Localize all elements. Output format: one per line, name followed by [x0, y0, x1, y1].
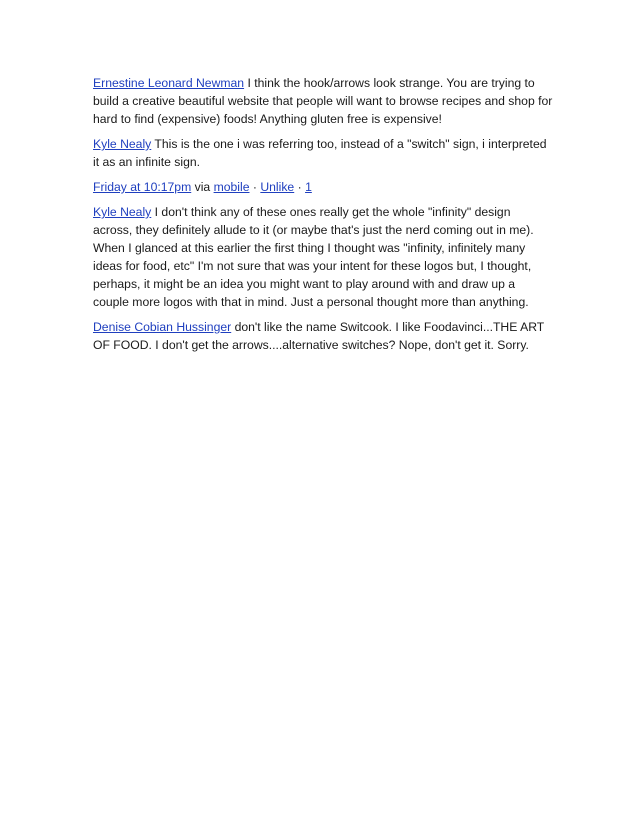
separator: · [249, 180, 261, 194]
comment-1 [93, 74, 553, 128]
comment-author-link[interactable]: Kyle Nealy [93, 205, 152, 219]
comment-4 [93, 318, 553, 354]
timestamp-link[interactable]: Friday at 10:17pm [93, 180, 192, 194]
separator: · [294, 180, 306, 194]
unlike-link[interactable]: Unlike [260, 180, 295, 194]
source-mobile-link[interactable]: mobile [213, 180, 250, 194]
comment-author-link[interactable]: Kyle Nealy [93, 137, 152, 151]
like-count-link[interactable]: 1 [305, 180, 312, 194]
comment-text: This is the one i was referring too, instead of a "switch" sign, i interpreted it as an infinite sign. [93, 137, 547, 169]
comment-text: don't like the name Switcook. I like Foodavinci...THE ART OF FOOD. I don't get the arrows....alternative switches? Nope, don't get it. Sorry. [93, 320, 545, 352]
comment-text: I think the hook/arrows look strange. You are trying to build a creative beautiful website that people will want to browse recipes and shop for hard to find (expensive) foods! Anything gluten free is expensive! [93, 76, 553, 126]
comment-2 [93, 135, 553, 171]
document-page [93, 74, 553, 361]
comment-meta-line [93, 178, 553, 196]
comment-text: I don't think any of these ones really get the whole "infinity" design across, they definitely allude to it (or maybe that's just the nerd coming out in me). When I glanced at this earlier the first thing I thought was "infinity, infinitely many ideas for food, etc" I'm not sure that was your intent for these logos but, I thought, perhaps, it might be an idea you might want to play around with and draw up a couple more logos with that in mind. Just a personal thought more than anything. [93, 205, 534, 309]
comment-3 [93, 203, 553, 311]
comment-author-link[interactable]: Ernestine Leonard Newman [93, 76, 245, 90]
via-text: via [191, 180, 214, 194]
comment-author-link[interactable]: Denise Cobian Hussinger [93, 320, 232, 334]
